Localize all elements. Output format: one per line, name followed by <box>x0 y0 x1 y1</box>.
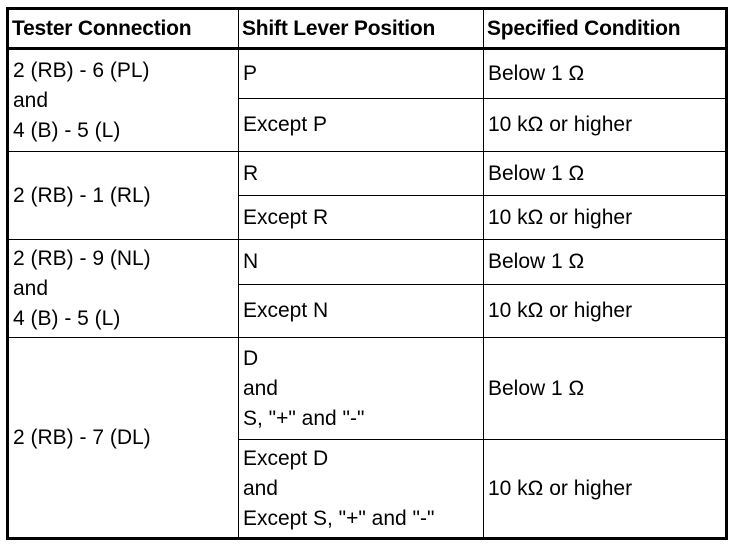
shift-lever-position-cell: Except P <box>238 99 483 152</box>
tester-connection-cell: 2 (RB) - 1 (RL) <box>8 152 239 240</box>
header-tester-connection: Tester Connection <box>8 9 239 49</box>
shift-lever-position-cell: R <box>238 152 483 196</box>
shift-lever-position-cell: N <box>238 240 483 285</box>
shift-lever-position-cell: Except D and Except S, "+" and "-" <box>238 440 483 539</box>
specified-condition-cell: Below 1 Ω <box>483 240 726 285</box>
shift-lever-position-cell: Except R <box>238 196 483 240</box>
shift-lever-position-cell: P <box>238 49 483 99</box>
table-row <box>8 240 727 285</box>
tester-connection-cell: 2 (RB) - 6 (PL) and 4 (B) - 5 (L) <box>8 49 239 152</box>
spec-table <box>6 7 728 540</box>
header-shift-lever-position: Shift Lever Position <box>238 9 483 49</box>
specified-condition-cell: 10 kΩ or higher <box>483 440 726 539</box>
shift-lever-position-cell: D and S, "+" and "-" <box>238 338 483 440</box>
header-row <box>8 9 727 49</box>
specified-condition-cell: Below 1 Ω <box>483 152 726 196</box>
table-row <box>8 338 727 440</box>
tester-connection-cell: 2 (RB) - 7 (DL) <box>8 338 239 539</box>
specified-condition-cell: 10 kΩ or higher <box>483 99 726 152</box>
table-row <box>8 152 727 196</box>
header-specified-condition: Specified Condition <box>483 9 726 49</box>
specified-condition-cell: 10 kΩ or higher <box>483 285 726 338</box>
table-row <box>8 49 727 99</box>
specified-condition-cell: Below 1 Ω <box>483 338 726 440</box>
specified-condition-cell: Below 1 Ω <box>483 49 726 99</box>
shift-lever-position-cell: Except N <box>238 285 483 338</box>
tester-connection-cell: 2 (RB) - 9 (NL) and 4 (B) - 5 (L) <box>8 240 239 338</box>
specified-condition-cell: 10 kΩ or higher <box>483 196 726 240</box>
